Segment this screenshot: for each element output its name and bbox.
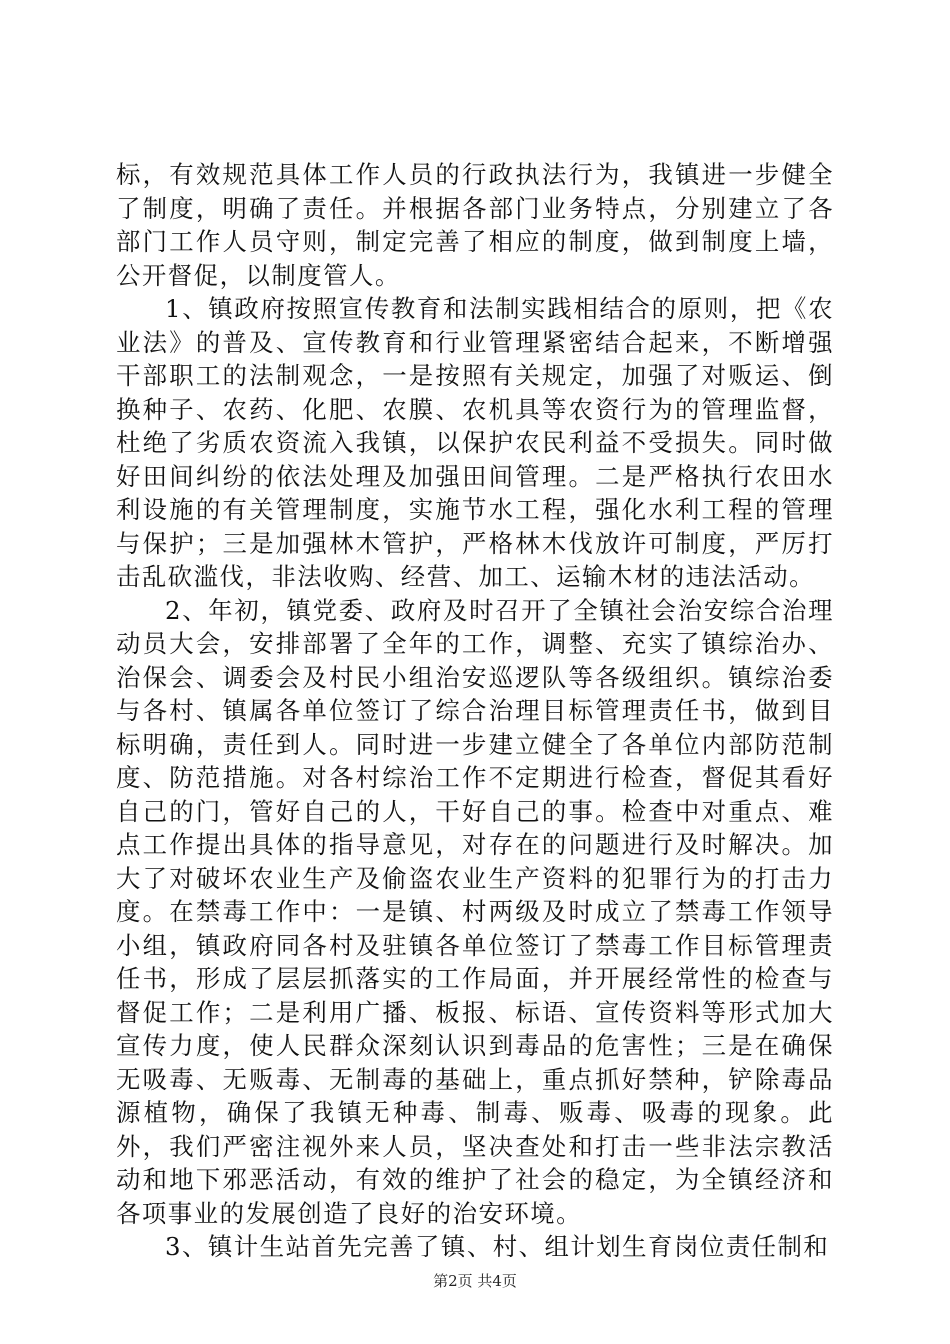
paragraph-item-3: 3、镇计生站首先完善了镇、村、组计划生育岗位责任制和 bbox=[165, 1232, 830, 1261]
paragraph-item-2: 2、年初，镇党委、政府及时召开了全镇社会治安综合治理动员大会，安排部署了全年的工作，调整、充实了镇综治办、治保会、调委会及村民小组治安巡逻队等各级组织。镇综治委与各村、镇属各单位签订了综合治理目标管理责任书，做到目标明确，责任到人。同时进一步建立健全了各单位内部防范制度、防范措施。对各村综治工作不定期进行检查，督促其看好自己的门，管好自己的人，干好自己的事。检查中对重点、难点工作提出具体的指导意见，对存在的问题进行及时解决。加大了对破坏农业生产及偷盗农业生产资料的犯罪行为的打击力度。在禁毒工作中：一是镇、村两级及时成立了禁毒工作领导小组，镇政府同各村及驻镇各单位签订了禁毒工作目标管理责任书，形成了层层抓落实的工作局面，并开展经常性的检查与督促工作；二是利用广播、板报、标语、宣传资料等形式加大宣传力度，使人民群众深刻认识到毒品的危害性；三是在确保无吸毒、无贩毒、无制毒的基础上，重点抓好禁种，铲除毒品源植物，确保了我镇无种毒、制毒、贩毒、吸毒的现象。此外，我们严密注视外来人员，坚决查处和打击一些非法宗教活动和地下邪恶活动，有效的维护了社会的稳定，为全镇经济和各项事业的发展创造了良好的治安环境。 bbox=[116, 595, 834, 1228]
document-body bbox=[116, 158, 834, 1264]
paragraph-item-1: 1、镇政府按照宣传教育和法制实践相结合的原则，把《农业法》的普及、宣传教育和行业管理紧密结合起来，不断增强干部职工的法制观念，一是按照有关规定，加强了对贩运、倒换种子、农药、化肥、农膜、农机具等农资行为的管理监督，杜绝了劣质农资流入我镇，以保护农民利益不受损失。同时做好田间纠纷的依法处理及加强田间管理。二是严格执行农田水利设施的有关管理制度，实施节水工程，强化水利工程的管理与保护；三是加强林木管护，严格林木伐放许可制度，严厉打击乱砍滥伐，非法收购、经营、加工、运输木材的违法活动。 bbox=[116, 294, 834, 591]
paragraph-continuation: 标，有效规范具体工作人员的行政执法行为，我镇进一步健全了制度，明确了责任。并根据各部门业务特点，分别建立了各部门工作人员守则，制定完善了相应的制度，做到制度上墙，公开督促，以制度管人。 bbox=[116, 160, 834, 290]
page-number-footer: 第2页 共4页 bbox=[433, 1272, 517, 1290]
